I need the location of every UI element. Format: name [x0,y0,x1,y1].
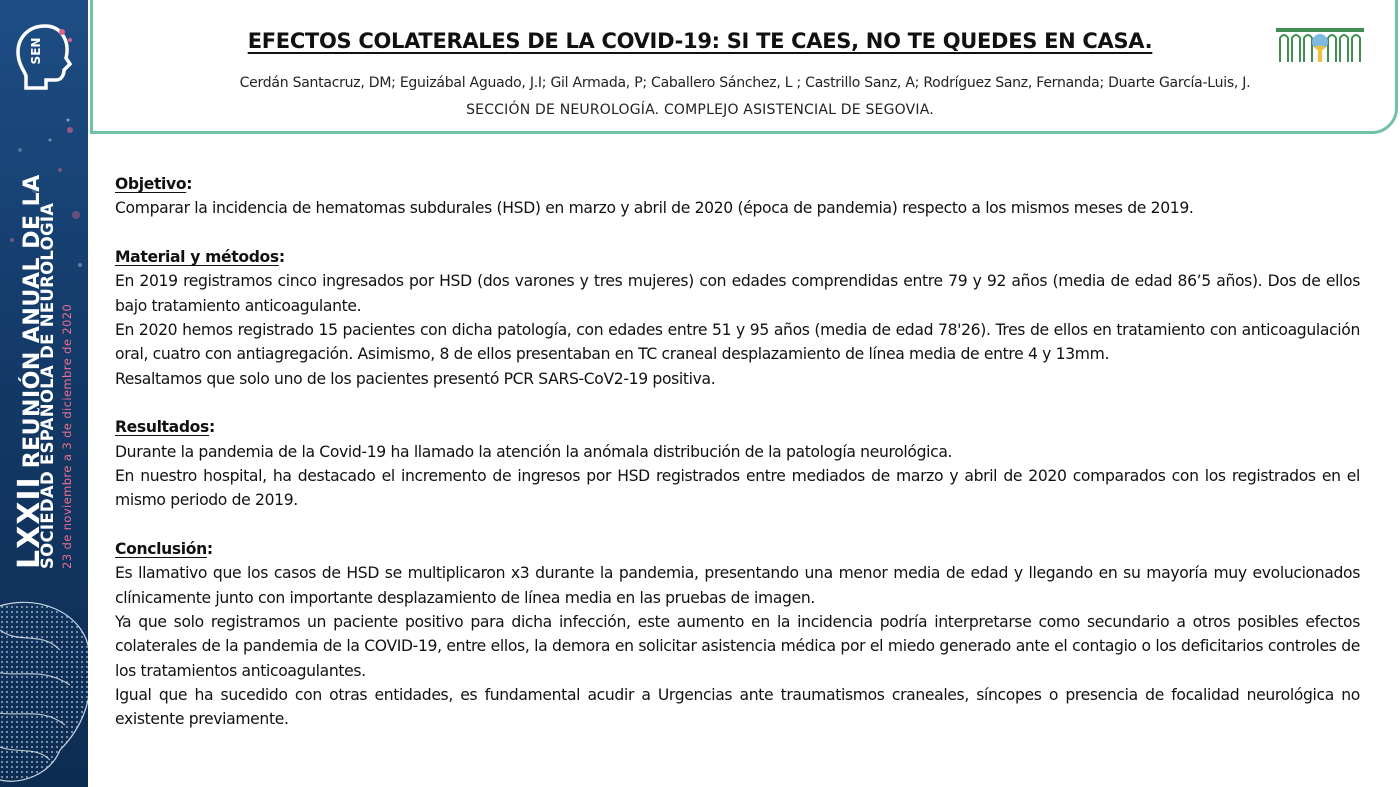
section-title: Conclusión: [115,540,213,559]
section-conclusion [115,537,1360,731]
poster-authors: Cerdán Santacruz, DM; Eguizábal Aguado, J.I; Gil Armada, P; Caballero Sánchez, L ; Castrillo Sanz, A; Rodríguez Sanz, Fernanda; Duarte García-Luis, J. [239,75,1251,91]
poster-body [115,172,1360,756]
section-title: Material y métodos: [115,248,285,267]
congress-edition-text: REUNIÓN ANUAL DE LA [20,174,45,469]
section-objetivo [115,172,1360,221]
section-paragraph: Comparar la incidencia de hematomas subdurales (HSD) en marzo y abril de 2020 (época de pandemia) respecto a los mismos meses de 2019. [115,199,1194,218]
section-paragraph: Igual que ha sucedido con otras entidades, es fundamental acudir a Urgencias ante traumatismos craneales, síncopes o presencia de focalidad neurológica no existente previamente. [115,685,1360,729]
section-title-text: Objetivo [115,175,187,193]
section-paragraph: En nuestro hospital, ha destacado el incremento de ingresos por HSD registrados entre mediados de marzo y abril de 2020 comparados con los registrados en el mismo periodo de 2019. [115,466,1360,510]
poster-title: EFECTOS COLATERALES DE LA COVID-19: SI TE CAES, NO TE QUEDES EN CASA. [247,29,1153,53]
congress-sidebar-banner [0,0,88,787]
section-title: Resultados: [115,418,215,437]
congress-edition-number: LXXII [12,476,47,569]
section-title-text: Material y métodos [115,248,279,267]
section-title-text: Resultados [115,418,209,437]
section-material-metodos [115,245,1360,391]
section-paragraph: Durante la pandemia de la Covid-19 ha llamado la atención la anómala distribución de la patología neurológica. [115,442,953,461]
sen-logo-text: SEN [29,37,43,65]
section-title-text: Conclusión [115,540,207,559]
congress-dates: 23 de noviembre a 3 de diciembre de 2020 [60,303,74,569]
section-paragraph: En 2019 registramos cinco ingresados por HSD (dos varones y tres mujeres) con edades comprendidas entre 79 y 92 años (media de edad 86’5 años). Dos de ellos bajo tratamiento anticoagulante. [115,272,1360,315]
congress-society-name: SOCIEDAD ESPAÑOLA DE NEUROLOGÍA [38,202,57,569]
hospital-aqueduct-logo-icon [1276,26,1364,64]
section-resultados [115,415,1360,512]
section-paragraph: Es llamativo que los casos de HSD se multiplicaron x3 durante la pandemia, presentando una menor media de edad y llegando en su mayoría muy evolucionados clínicamente junto con importante desplazamiento de línea media en las pruebas de imagen. [115,564,1360,607]
section-paragraph: En 2020 hemos registrado 15 pacientes con dicha patología, con edades entre 51 y 95 años (media de edad 78'26). Tres de ellos en tratamiento con anticoagulación oral, cuatro con antiagregación. Asimismo, 8 de ellos presentaban en TC craneal desplazamiento de línea media de entre 4 y 13mm. [115,320,1360,364]
poster-affiliation: SECCIÓN DE NEUROLOGÍA. COMPLEJO ASISTENCIAL DE SEGOVIA. [466,102,934,118]
section-paragraph: Ya que solo registramos un paciente positivo para dicha infección, este aumento en la incidencia podría interpretarse como secundario a otros posibles efectos colaterales de la pandemia de la COVID-19, entre ellos, la demora en solicitar asistencia médica por el miedo generado ante el contagio o los deficitarios controles de los tratamientos anticoagulantes. [115,612,1360,680]
brain-illustration-icon [0,590,88,787]
section-paragraph: Resaltamos que solo uno de los pacientes presentó PCR SARS-CoV2-19 positiva. [115,369,716,388]
section-title: Objetivo: [115,175,193,193]
